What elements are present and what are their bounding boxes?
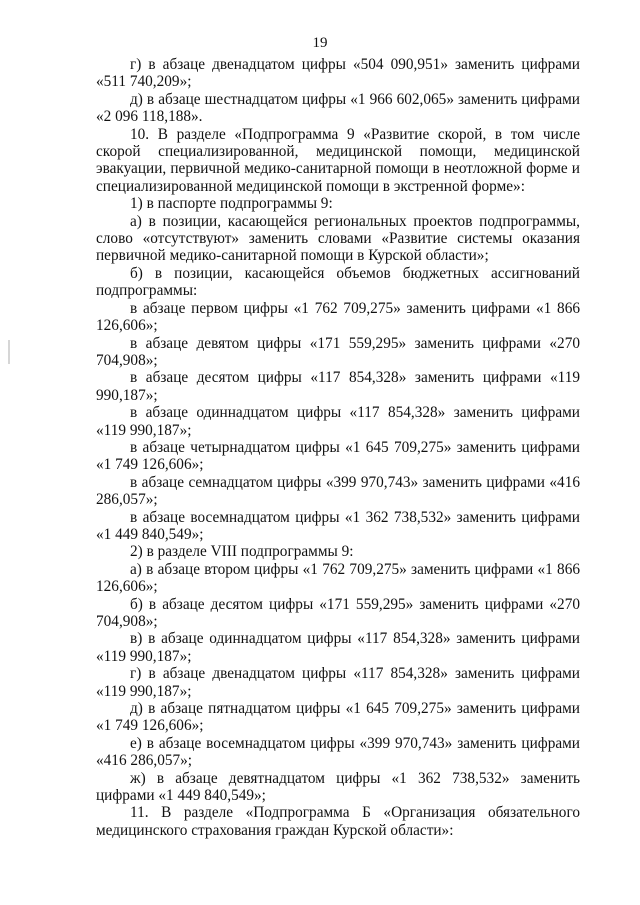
paragraph: 2) в разделе VIII подпрограммы 9: [130,543,354,561]
paragraph: в) в абзаце одиннадцатом цифры «117 854,328» заменить цифрами «119 990,187»; [96,630,580,665]
paragraph: б) в позиции, касающейся объемов бюджетных ассигнований подпрограммы: [96,264,580,300]
page-number: 19 [312,35,328,51]
scan-artifact [8,340,10,364]
paragraph: д) в абзаце шестнадцатом цифры «1 966 602,065» заменить цифрами «2 096 118,188». [96,90,580,126]
document-body [96,56,580,839]
paragraph: е) в абзаце восемнадцатом цифры «399 970,743» заменить цифрами «416 286,057»; [96,734,580,770]
paragraph: в абзаце одиннадцатом цифры «117 854,328» заменить цифрами «119 990,187»; [96,404,580,439]
paragraph: б) в абзаце десятом цифры «171 559,295» заменить цифрами «270 704,908»; [96,595,580,630]
paragraph: а) в позиции, касающейся региональных проектов подпрограммы, слово «отсутствуют» заменить словами «Развитие системы оказания первичной медико-санитарной помощи в Курской области»; [96,212,580,265]
paragraph: в абзаце четырнадцатом цифры «1 645 709,275» заменить цифрами «1 749 126,606»; [96,438,580,474]
paragraph: 10. В разделе «Подпрограмма 9 «Развитие скорой, в том числе скорой специализированной, медицинской помощи, медицинской эвакуации, первичной медико-санитарной помощи в неотложной форме и специализированной медицинской помощи в экстренной форме»: [96,125,580,195]
paragraph: 1) в паспорте подпрограммы 9: [130,195,333,213]
paragraph: ж) в абзаце девятнадцатом цифры «1 362 738,532» заменить цифрами «1 449 840,549»; [96,769,580,805]
paragraph: в абзаце семнадцатом цифры «399 970,743» заменить цифрами «416 286,057»; [96,473,580,509]
paragraph: в абзаце девятом цифры «171 559,295» заменить цифрами «270 704,908»; [96,334,580,369]
paragraph: в абзаце десятом цифры «117 854,328» заменить цифрами «119 990,187»; [96,369,580,404]
paragraph: а) в абзаце втором цифры «1 762 709,275» заменить цифрами «1 866 126,606»; [96,560,580,596]
paragraph: г) в абзаце двенадцатом цифры «504 090,951» заменить цифрами «511 740,209»; [96,56,580,91]
paragraph: 11. В разделе «Подпрограмма Б «Организация обязательного медицинского страхования граждан Курской области»: [96,804,580,839]
paragraph: в абзаце первом цифры «1 762 709,275» заменить цифрами «1 866 126,606»; [96,299,580,335]
paragraph: в абзаце восемнадцатом цифры «1 362 738,532» заменить цифрами «1 449 840,549»; [96,508,580,543]
paragraph: д) в абзаце пятнадцатом цифры «1 645 709,275» заменить цифрами «1 749 126,606»; [96,700,580,735]
paragraph: г) в абзаце двенадцатом цифры «117 854,328» заменить цифрами «119 990,187»; [96,665,580,700]
